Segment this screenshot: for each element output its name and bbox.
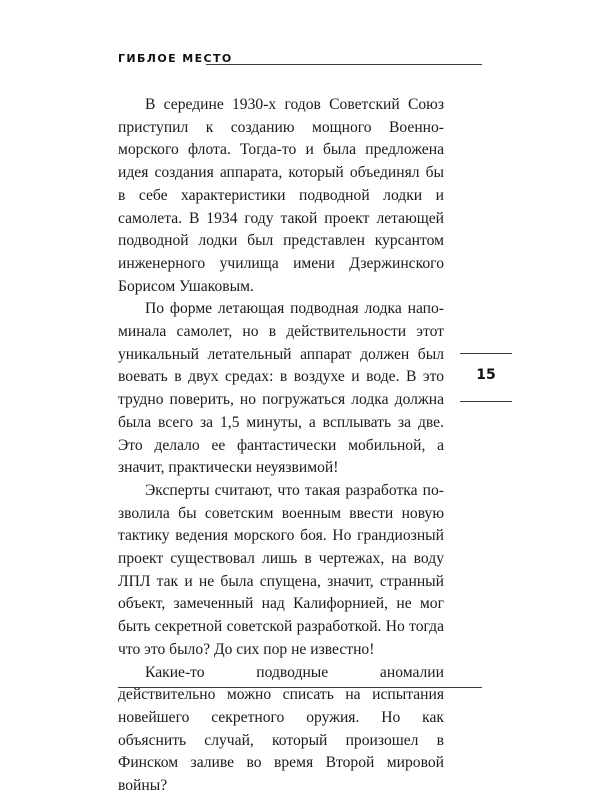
page-number-rule-bottom [460, 401, 512, 402]
header-rule [206, 64, 482, 65]
paragraph: Эксперты считают, что такая разработка позволила бы советским военным ввести новую тактику ведения морского боя. Но грандиозный проект существовал лишь в чертежах, на воду ЛПЛ так и не была спущена, значит, странный объект, замеченный над Калифорнией, не мог быть секретной советской разработкой. Но тогда что это было? До сих пор не известно! [118, 481, 444, 658]
page-number-rule-top [460, 353, 512, 354]
page-number-box [460, 353, 512, 402]
page-number: 15 [476, 367, 496, 383]
body-text [118, 94, 444, 798]
paragraph: Какие-то подводные аномалии действительно можно списать на испытания новейшего секретного оружия. Но как объяснить случай, который произошел в Финском заливе во время Второй мировой войны? [118, 663, 444, 795]
paragraph: В середине 1930-х годов Советский Союз приступил к созданию мощного Военно-морского флота. Тогда-то и была предложена идея создания аппарата, который объединял бы в себе характеристики подводной лодки и самолета. В 1934 году такой проект летающей подводной лодки был представлен курсантом инженерного училища имени Дзержинского Борисом Ушаковым. [118, 96, 444, 295]
paragraph: По форме летающая подводная лодка напоминала самолет, но в действительности этот уникальный летательный аппарат должен был воевать в двух средах: в воздухе и воде. В это трудно поверить, но погружаться лодка должна была всего за 1,5 минуты, а всплывать за две. Это делало ее фантастически мобильной, а значит, практически неуязвимой! [118, 300, 444, 477]
running-head-title: ГИБЛОЕ МЕСТО [118, 52, 233, 65]
footer-rule [118, 687, 482, 688]
